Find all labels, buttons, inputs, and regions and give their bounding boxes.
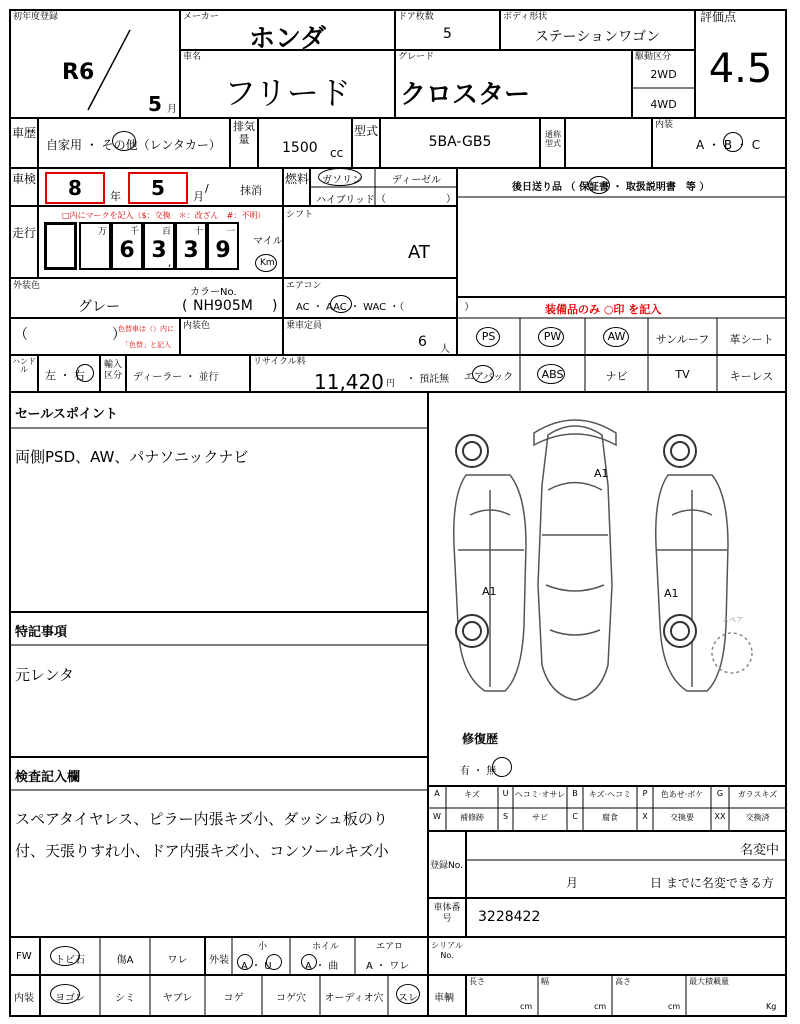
first-reg-label: 初年度登録 (13, 12, 59, 22)
height-unit: cm (668, 1002, 681, 1011)
fw-scratch: 傷A (116, 955, 134, 966)
fuel-label: 燃料 (285, 172, 310, 186)
length-unit: cm (520, 1002, 533, 1011)
legend-code: C (572, 812, 578, 821)
km-label: Km (260, 258, 275, 268)
mileage-comma: , (168, 258, 172, 269)
color-no-close: ) (272, 298, 278, 314)
km-circle (255, 254, 277, 272)
drive-4wd: 4WD (650, 98, 677, 111)
mileage-digit-cell (79, 222, 111, 270)
check-line-1: スペアタイヤレス、ピラー内張キズ小、ダッシュ板のり (15, 810, 388, 828)
mile-label: マイル (253, 236, 283, 247)
equip-tv: TV (675, 368, 690, 381)
handle-value: 左 ・ 右 (45, 369, 85, 382)
legend-desc: 補修跡 (460, 813, 484, 822)
drive-2wd: 2WD (650, 68, 677, 81)
aircon-label: エアコン (286, 281, 322, 291)
equip-pw: PW (543, 330, 562, 343)
car-diagram (430, 395, 785, 715)
vin-value: 3228422 (478, 909, 541, 925)
car-name-label: 車名 (183, 52, 202, 62)
mileage-unit-label: 千 (129, 227, 139, 237)
wheel-value: A ・ 曲 (305, 961, 339, 972)
ext-small-value: A ・ U (241, 961, 272, 972)
color-paren: （ ） (14, 327, 126, 343)
aero-label: エアロ (376, 942, 404, 952)
int-label: 内装 (14, 993, 34, 1004)
equip-aw-circle (603, 327, 629, 347)
equip-keyless: キーレス (729, 370, 774, 383)
damage-mark-left: A1 (482, 585, 497, 598)
mileage-digit: 3 (151, 238, 167, 263)
name-change-deadline: 月 日 までに名変できる方 (566, 876, 774, 890)
handle-label: ハンドル (12, 357, 36, 374)
int-tear: ヤブレ (162, 993, 193, 1004)
color-no-label: カラーNo. (190, 287, 237, 298)
car-name-value: フリード (224, 74, 351, 112)
inspection-slash: / (205, 182, 209, 195)
later-items: 後日送り品 （ 保証書 ・ 取扱説明書 等 ） (512, 182, 710, 193)
serial-label: シリアルNo. (431, 941, 463, 960)
legend-code: W (433, 812, 441, 821)
interior-grades: A ・ B ・ C (696, 138, 761, 152)
maker-label: メーカー (183, 12, 219, 22)
check-line-2: 付、天張りすれ小、ドア内張キズ小、コンソールキズ小 (15, 842, 389, 860)
maker-value: ホンダ (249, 24, 326, 54)
repair-label: 修復歴 (462, 732, 499, 746)
grade-value: クロスター (400, 80, 531, 110)
special-title: 特記事項 (15, 625, 68, 640)
legend-code: B (572, 789, 578, 798)
repair-value: 有 ・ 無 (460, 766, 497, 777)
wheel-label: ホイル (312, 942, 340, 952)
import-value: ディーラー ・ 並行 (133, 372, 219, 383)
wheel-circle (301, 954, 317, 970)
mileage-digit-cell (207, 222, 239, 270)
color-no-value: NH905M (193, 298, 253, 314)
first-reg-year: R6 (62, 60, 95, 85)
equip-abs-circle (537, 364, 565, 384)
equip-sunroof: サンルーフ (655, 333, 710, 346)
legend-code: U (502, 789, 509, 798)
equip-ps: PS (481, 330, 496, 343)
import-label: 輸入区分 (103, 360, 122, 381)
vin-label: 車体番号 (433, 903, 461, 924)
height-label: 高さ (615, 977, 631, 986)
ext-label: 外装 (209, 955, 229, 966)
sales-points-title: セールスポイント (15, 407, 118, 422)
fuel-diesel: ディーゼル (392, 175, 441, 186)
mileage-unit-label: 十 (193, 227, 203, 237)
int-dirt-circle (50, 984, 80, 1004)
equip-ps-circle (476, 327, 500, 347)
equip-navi: ナビ (605, 370, 628, 383)
drive-label: 駆動区分 (635, 52, 672, 62)
mileage-unit-label: 百 (161, 227, 171, 237)
mileage-unit-label: 万 (97, 227, 107, 237)
recycle-unit: 円 (386, 379, 396, 389)
size-label: 車輌 (434, 993, 454, 1004)
first-reg-month: 5 (148, 92, 162, 116)
equip-pw-circle (538, 327, 564, 347)
legend-code: S (502, 812, 509, 821)
first-reg-month-unit: 月 (167, 104, 177, 115)
fw-chip: トビ石 (55, 955, 85, 966)
history-circle-mark (112, 131, 136, 151)
max-load-label: 最大積載量 (689, 977, 729, 986)
damage-mark-roof: A1 (594, 467, 609, 480)
fw-crack: ワレ (167, 955, 188, 966)
score-label: 評価点 (700, 10, 737, 24)
interior-color-label: 内装色 (183, 321, 211, 331)
mileage-digit: 6 (119, 238, 135, 263)
equip-title: 装備品のみ ○印 を記入 (545, 303, 662, 316)
int-burn-hole: コゲ穴 (276, 993, 306, 1004)
model-label: 型式 (354, 124, 379, 138)
ext-small-label: 小 (258, 942, 268, 952)
inspection-label: 車検 (12, 172, 37, 186)
legend-desc: 交換済 (745, 813, 770, 822)
legend-desc: キズ (464, 790, 480, 799)
fuel-other: （ ） (376, 194, 456, 205)
color-change-note-2: 「色替」と記入 (122, 341, 171, 349)
shift-label: シフト (286, 210, 314, 220)
int-scuff: スレ (398, 993, 418, 1004)
equip-airbag-circle (472, 365, 494, 383)
doors-value: 5 (443, 26, 452, 42)
color-no-open: ( (182, 298, 188, 314)
mileage-note: □内にマークを記入（$：交換 ＊：改ざん #：不明） (62, 211, 266, 220)
legend-code: A (434, 789, 440, 798)
legend-code: G (716, 789, 724, 798)
length-label: 長さ (469, 977, 485, 986)
int-scuff-circle (396, 984, 420, 1004)
inspection-year: 8 (68, 176, 82, 200)
registration-label: 登録No. (430, 861, 463, 871)
color-value: グレー (78, 299, 120, 315)
history-value: 自家用 ・ その他（レンタカー） (46, 138, 221, 152)
interior-label: 内装 (655, 120, 674, 130)
mileage-digit-cell (175, 222, 207, 270)
body-label: ボディ形状 (503, 12, 548, 22)
history-label: 車歴 (12, 126, 37, 140)
color-change-note-1: 色替車は（）内に (118, 325, 174, 333)
ext-small-circle-a (237, 954, 253, 970)
fuel-hybrid: ハイブリッド (316, 195, 375, 206)
damage-mark-right: A1 (664, 587, 679, 600)
legend-code: XX (714, 812, 726, 821)
legend-desc: ヘコミ·オサレ (514, 790, 566, 799)
repair-circle (492, 757, 512, 777)
mileage-digit: 9 (215, 238, 231, 263)
width-label: 幅 (541, 977, 549, 986)
mileage-box-0 (44, 222, 77, 270)
special-text: 元レンタ (15, 666, 75, 684)
spare-label: スペア (722, 616, 743, 624)
int-stain: シミ (115, 993, 135, 1004)
fw-label: FW (16, 951, 32, 962)
width-unit: cm (594, 1002, 607, 1011)
aircon-circle (330, 295, 352, 313)
displacement-value: 1500 (282, 140, 318, 156)
equip-airbag: エアバック (463, 372, 514, 383)
body-value: ステーションワゴン (534, 29, 661, 45)
seats-value: 6 (418, 334, 427, 350)
int-dirt: ヨゴレ (55, 993, 85, 1004)
equip-aw: AW (607, 330, 626, 343)
recycle-value: 11,420 (314, 370, 384, 394)
check-title: 検査記入欄 (15, 770, 81, 785)
aero-value: A ・ ワレ (366, 961, 410, 972)
ext-small-circle-u (266, 954, 282, 970)
seats-unit: 人 (440, 344, 450, 355)
max-load-unit: Kg (766, 1002, 777, 1011)
displacement-label: 排気量 (233, 120, 255, 146)
model-value: 5BA-GB5 (428, 134, 492, 150)
later-items-circle (588, 176, 610, 194)
legend-code: X (642, 812, 648, 821)
fw-chip-circle (50, 946, 80, 966)
legend-desc: 色あせ·ボケ (660, 790, 704, 799)
recycle-label: リサイクル料 (253, 357, 306, 367)
equip-abs: ABS (541, 368, 564, 381)
mileage-digit-cell (111, 222, 143, 270)
handle-circle (76, 364, 94, 382)
equip-leather: 革シート (729, 333, 774, 346)
interior-grade-circle (723, 132, 743, 152)
legend-desc: 交換要 (670, 813, 694, 822)
recycle-note: ・ 預託無 (406, 374, 450, 385)
displacement-unit: cc (330, 146, 344, 160)
legend-desc: サビ (532, 813, 548, 822)
mileage-label: 走行 (12, 226, 37, 240)
doors-label: ドア枚数 (398, 12, 434, 22)
legend-desc: 腐食 (602, 813, 618, 822)
cert-label: 通称型式 (545, 130, 561, 148)
int-burn: コゲ (223, 993, 244, 1004)
fuel-gasoline-circle (318, 168, 362, 186)
inspection-month-unit: 月 (193, 190, 204, 203)
name-change: 名変中 (740, 843, 780, 858)
sales-points-text: 両側PSD、AW、パナソニックナビ (15, 448, 249, 466)
int-audio-hole: オーディオ穴 (324, 993, 384, 1004)
mileage-unit-label: 一 (225, 227, 235, 237)
inspection-month: 5 (151, 176, 165, 200)
score-value: 4.5 (708, 46, 773, 92)
mileage-digit: 3 (183, 238, 199, 263)
inspection-year-unit: 年 (110, 190, 121, 203)
inspection-cancel: 抹消 (240, 184, 262, 197)
legend-code: P (642, 789, 648, 798)
shift-value: AT (408, 242, 430, 263)
legend-desc: キズ·ヘコミ (588, 790, 632, 799)
fuel-gasoline: ガソリン (322, 175, 362, 186)
legend-desc: ガラスキズ (737, 790, 778, 799)
color-label: 外装色 (13, 281, 41, 291)
seats-label: 乗車定員 (286, 321, 323, 331)
aircon-value: AC ・ AAC ・ WAC ・（ ） (296, 302, 475, 313)
grade-label: グレード (398, 52, 435, 62)
